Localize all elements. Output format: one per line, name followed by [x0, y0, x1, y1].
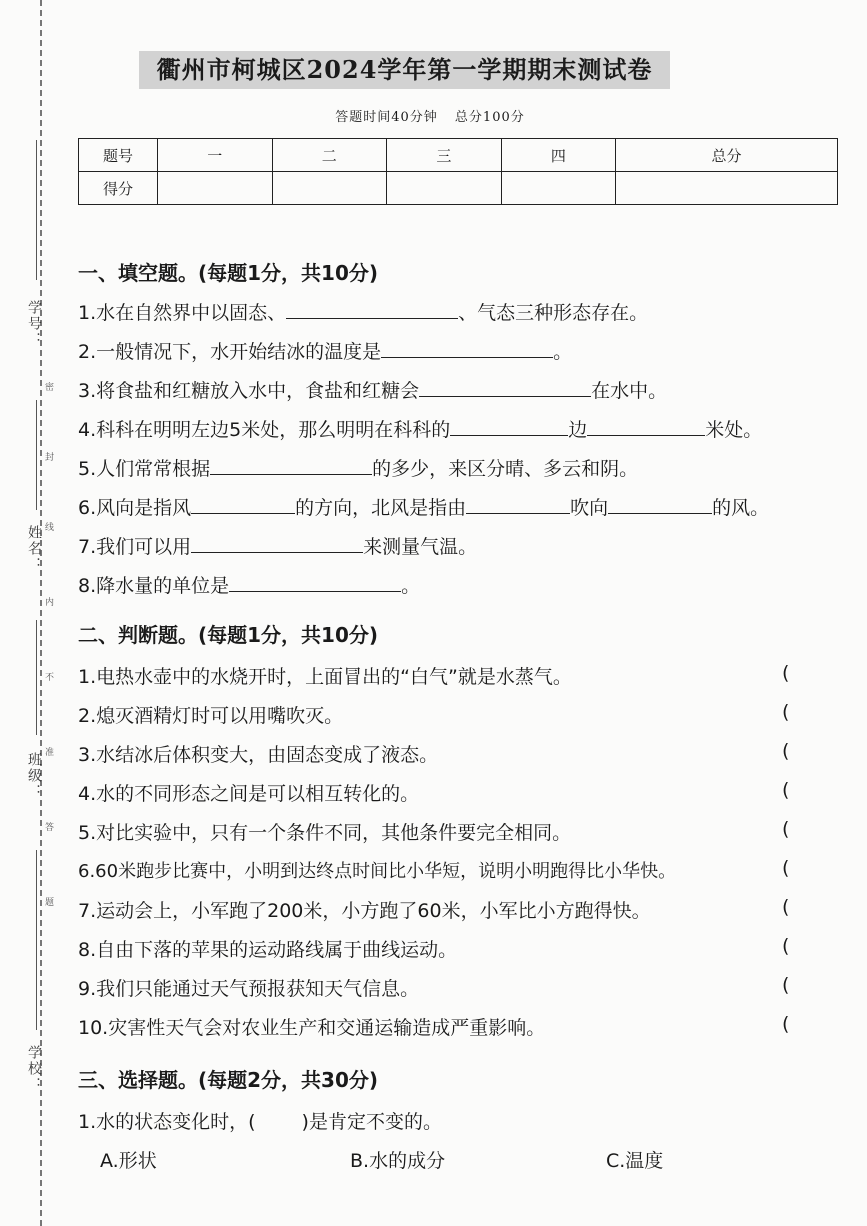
- answer-blank[interactable]: [191, 495, 295, 514]
- seal-char: 内: [45, 598, 55, 608]
- question-text: 6.风向是指风: [78, 497, 192, 519]
- fill-question-4: [78, 415, 762, 442]
- fill-question-1: [78, 298, 648, 325]
- question-text: 8.降水量的单位是: [78, 575, 230, 597]
- answer-paren[interactable]: (: [782, 896, 790, 918]
- answer-paren[interactable]: (: [782, 818, 790, 840]
- fill-question-6: [78, 493, 769, 520]
- answer-blank[interactable]: [210, 456, 372, 475]
- score-table-cell: 三: [387, 139, 502, 172]
- question-text: 来测量气温。: [363, 536, 478, 558]
- question-text: 。: [553, 341, 573, 363]
- question-text: 2.一般情况下，水开始结冰的温度是: [78, 341, 382, 363]
- judge-question-4: 4.水的不同形态之间是可以相互转化的。: [78, 783, 420, 805]
- judge-question-7: 7.运动会上，小军跑了200米，小方跑了60米，小军比小方跑得快。: [78, 900, 651, 922]
- seal-char: 封: [45, 453, 55, 463]
- question-text: 的方向，北风是指由: [295, 497, 467, 519]
- score-table-cell: 总分: [616, 139, 838, 172]
- judge-question-1: 1.电热水壶中的水烧开时，上面冒出的“白气”就是水蒸气。: [78, 666, 572, 688]
- score-input-cell[interactable]: [616, 172, 838, 205]
- class-rule: [36, 620, 37, 735]
- question-text: 4.科科在明明左边5米处，那么明明在科科的: [78, 419, 451, 441]
- answer-blank[interactable]: [587, 417, 705, 436]
- student-id-rule: [36, 140, 37, 280]
- student-id-label: 学号：: [26, 300, 42, 348]
- question-text: )是肯定不变的。: [301, 1111, 442, 1133]
- fill-question-2: [78, 337, 572, 364]
- answer-paren[interactable]: (: [782, 779, 790, 801]
- score-input-cell[interactable]: [387, 172, 502, 205]
- fill-question-8: [78, 571, 420, 598]
- answer-blank[interactable]: [381, 339, 553, 358]
- answer-blank[interactable]: [608, 495, 712, 514]
- section1-heading: 一、填空题。(每题1分，共10分): [78, 261, 379, 285]
- question-text: 、气态三种形态存在。: [458, 302, 649, 324]
- school-label: 学校：: [26, 1045, 42, 1093]
- answer-paren[interactable]: (: [782, 662, 790, 684]
- question-text: 7.我们可以用: [78, 536, 192, 558]
- answer-blank[interactable]: [466, 495, 570, 514]
- score-table: [78, 138, 838, 205]
- score-table-score-row: [79, 172, 838, 205]
- question-text: 5.人们常常根据: [78, 458, 211, 480]
- fill-question-5: [78, 454, 638, 481]
- total-info: 总分100分: [454, 110, 525, 125]
- judge-question-5: 5.对比实验中，只有一个条件不同，其他条件要完全相同。: [78, 822, 572, 844]
- seal-char: 题: [45, 898, 55, 908]
- score-table-header-row: [79, 139, 838, 172]
- judge-question-3: 3.水结冰后体积变大，由固态变成了液态。: [78, 744, 439, 766]
- question-text: 3.将食盐和红糖放入水中，食盐和红糖会: [78, 380, 420, 402]
- option-c[interactable]: C.温度: [606, 1150, 664, 1172]
- option-a[interactable]: A.形状: [100, 1150, 157, 1172]
- question-text: 边: [568, 419, 588, 441]
- judge-question-8: 8.自由下落的苹果的运动路线属于曲线运动。: [78, 939, 458, 961]
- fill-question-7: [78, 532, 477, 559]
- fill-question-3: [78, 376, 667, 403]
- seal-char: 密: [45, 383, 55, 393]
- score-input-cell[interactable]: [501, 172, 616, 205]
- question-text: 米处。: [705, 419, 763, 441]
- answer-paren[interactable]: (: [782, 1013, 790, 1035]
- seal-char: 不: [45, 673, 55, 683]
- answer-blank[interactable]: [229, 573, 401, 592]
- answer-paren[interactable]: (: [782, 701, 790, 723]
- answer-paren[interactable]: (: [782, 935, 790, 957]
- section2-heading: 二、判断题。(每题1分，共10分): [78, 623, 379, 647]
- question-text: 在水中。: [591, 380, 668, 402]
- binding-dashed-line: [40, 0, 42, 1226]
- name-rule: [36, 400, 37, 510]
- answer-blank[interactable]: [191, 534, 363, 553]
- seal-char: 答: [45, 823, 55, 833]
- seal-char: 准: [45, 748, 55, 758]
- question-text: 的风。: [712, 497, 770, 519]
- name-label: 姓名：: [26, 525, 42, 573]
- question-text: 1.水的状态变化时，(: [78, 1111, 256, 1133]
- score-table-cell: 得分: [79, 172, 158, 205]
- section3-heading: 三、选择题。(每题2分，共30分): [78, 1068, 379, 1092]
- option-b[interactable]: B.水的成分: [350, 1150, 446, 1172]
- school-rule: [36, 850, 37, 1030]
- answer-paren[interactable]: (: [782, 857, 790, 879]
- answer-paren[interactable]: (: [782, 740, 790, 762]
- judge-question-10: 10.灾害性天气会对农业生产和交通运输造成严重影响。: [78, 1017, 546, 1039]
- answer-blank[interactable]: [286, 300, 458, 319]
- answer-blank[interactable]: [450, 417, 568, 436]
- question-text: 。: [401, 575, 421, 597]
- judge-question-9: 9.我们只能通过天气预报获知天气信息。: [78, 978, 420, 1000]
- score-table-cell: 二: [272, 139, 387, 172]
- question-text: 1.水在自然界中以固态、: [78, 302, 287, 324]
- score-table-cell: 一: [158, 139, 273, 172]
- seal-char: 线: [45, 523, 55, 533]
- choice-question-1: [78, 1107, 442, 1134]
- exam-title: 衢州市柯城区2024学年第一学期期末测试卷: [139, 51, 670, 89]
- score-table-cell: 题号: [79, 139, 158, 172]
- score-input-cell[interactable]: [272, 172, 387, 205]
- judge-question-6: 6.60米跑步比赛中，小明到达终点时间比小华短，说明小明跑得比小华快。: [78, 861, 677, 882]
- time-info: 答题时间40分钟: [335, 110, 438, 125]
- question-text: 吹向: [570, 497, 609, 519]
- score-input-cell[interactable]: [158, 172, 273, 205]
- answer-paren[interactable]: (: [782, 974, 790, 996]
- score-table-cell: 四: [501, 139, 616, 172]
- exam-info: [0, 106, 867, 125]
- judge-question-2: 2.熄灭酒精灯时可以用嘴吹灭。: [78, 705, 344, 727]
- class-label: 班级：: [26, 752, 42, 800]
- question-text: 的多少，来区分晴、多云和阴。: [372, 458, 639, 480]
- answer-blank[interactable]: [419, 378, 591, 397]
